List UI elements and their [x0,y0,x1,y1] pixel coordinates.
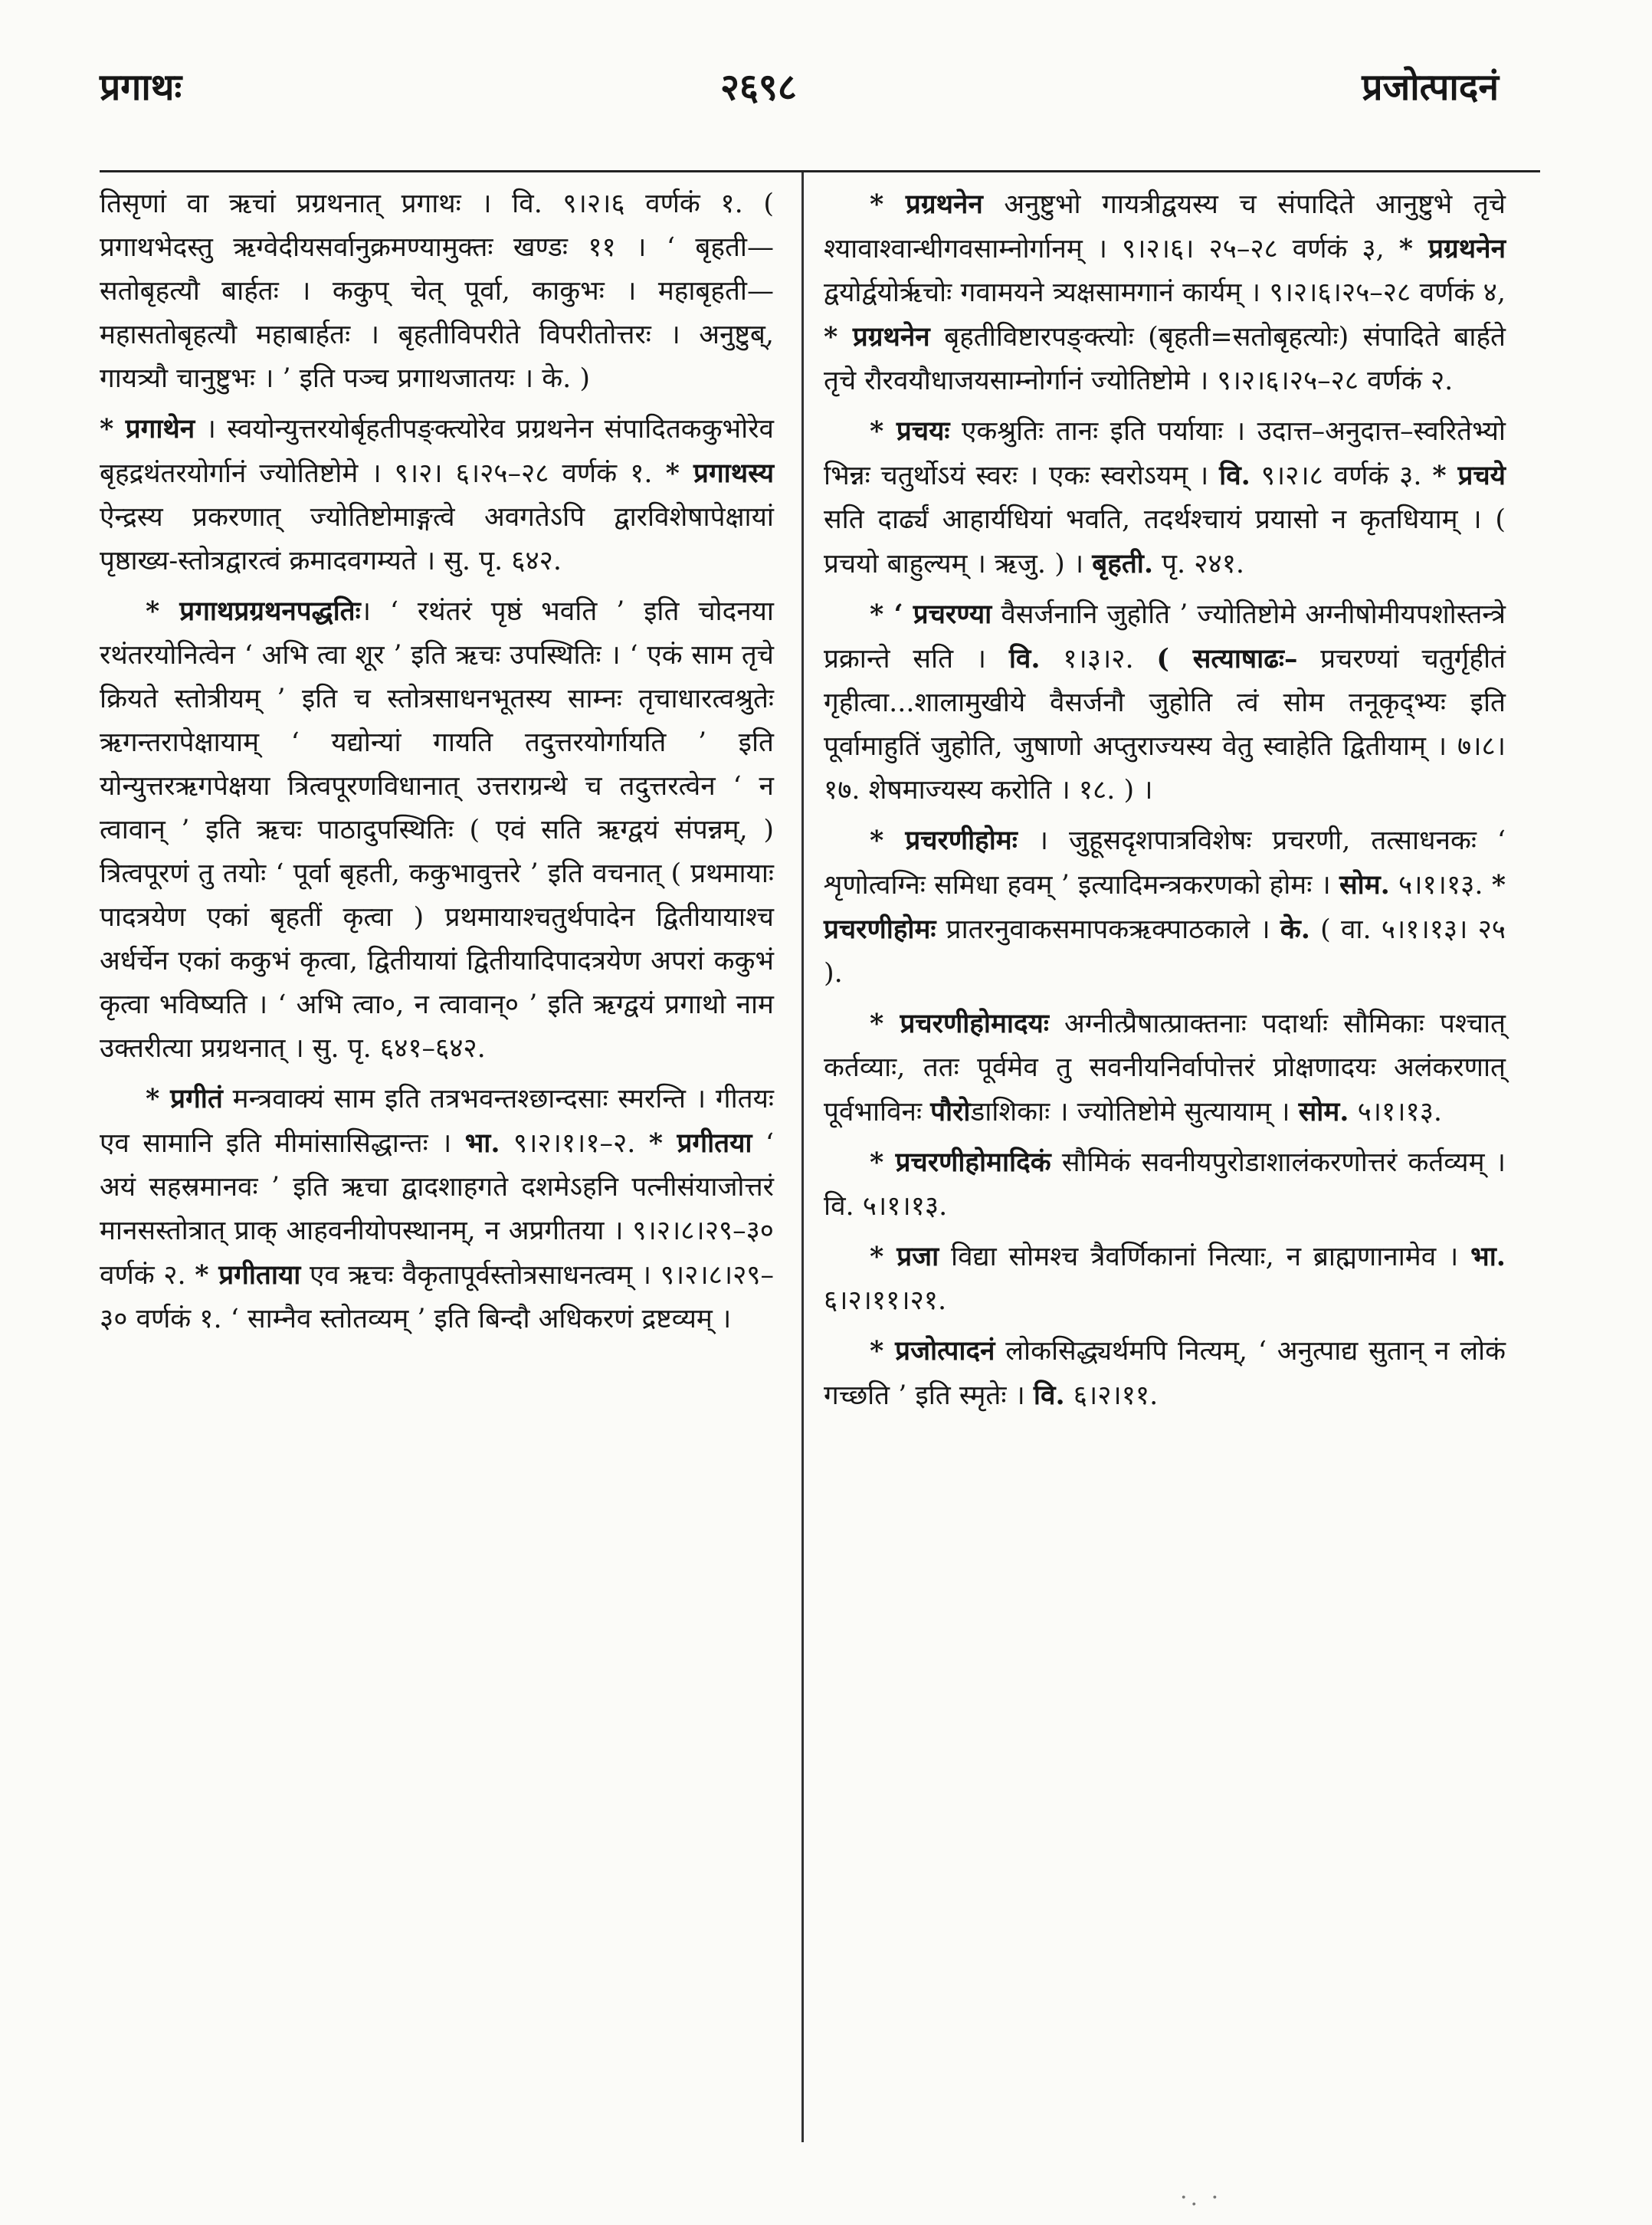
scan-speck: ·. · [1180,2184,1222,2211]
entry-text: ( वा. ५।१।१३। २५ ). [824,914,1506,989]
entry-text: । ‘ रथंतरं पृष्ठं भवति ’ इति चोदनया रथंतरयोनित्वेन ‘ अभि त्वा शूर ’ इति ऋचः उपस्थितिः । ‘ एकं साम तृचे क्रियते स्तोत्रीयम् ’ इति च स्तोत्रसाधनभूतस्य साम्नः तृचाधारत्वश्रुतेः ऋगन्तरापेक्षायाम् ‘ यद्योन्यां गायति तदुत्तरयोर्गायति ’ इति योन्युत्तरऋगपेक्षया त्रित्वपूरणविधानात् उत्तराग्रन्थे च तदुत्तरत्वेन ‘ न त्वावान् ’ इति ऋचः पाठादुपस्थितिः ( एवं सति ऋग्द्वयं संपन्नम्, ) त्रित्वपूरणं तु तयोः ‘ पूर्वा बृहती, ककुभावुत्तरे ’ इति वचनात् ( प्रथमायाः पादत्रयेण एकां बृहतीं कृत्वा ) प्रथमायाश्चतुर्थपादेन द्वितीयायाश्च अर्धर्चेन एकां ककुभं कृत्वा, द्वितीयायां द्वितीयादिपादत्रयेण अपरां ककुभं कृत्वा भविष्यति । ‘ अभि त्वा०, न त्वावान्० ’ इति ऋग्द्वयं प्रगाथो नाम उक्तरीत्या प्रग्रथनात् । सु. पृ. ६४१–६४२. [100,596,774,1064]
dictionary-entry [100,1077,774,1341]
entry-headword: * प्रजा [870,1241,939,1272]
entry-text: अनुष्टुभो गायत्रीद्वयस्य च संपादिते आनुष्टुभे तृचे श्यावाश्वान्धीगवसाम्नोर्गानम् । ९।२।६। २५–२८ वर्णकं ३, [824,189,1506,264]
column-divider [801,172,804,2142]
entry-headword: * प्रचरणीहोमादिकं [870,1147,1051,1178]
entry-headword: बृहती. [1092,548,1154,579]
dictionary-entry [824,1002,1506,1134]
entry-headword: * प्रचरणीहोमादयः [870,1008,1049,1039]
page-header [0,61,1652,138]
dictionary-entry [824,592,1506,812]
dictionary-entry [100,182,774,401]
entry-headword: * प्रगीताया [195,1259,301,1291]
entry-headword: * प्रचयः [870,415,950,447]
dictionary-entry [824,819,1506,996]
entry-headword: सोम. [1298,1096,1349,1127]
entry-text: सति दार्ढ्यं आहार्यधियां भवति, तदर्थश्चायं प्रयासो न कृतधियाम् । ( प्रचयो बाहुल्यम् । ऋजु. ) । [824,504,1506,579]
entry-text: एव ऋचः वैकृतापूर्वस्तोत्रसाधनत्वम् । ९।२।८।२९–३० वर्णकं १. ‘ साम्नैव स्तोतव्यम् ’ इति बिन्दौ अधिकरणं द्रष्टव्यम् । [100,1260,774,1334]
dictionary-entry [100,407,774,583]
entry-headword: के. [1280,914,1310,945]
entry-text: पृ. २४१. [1153,549,1245,579]
entry-headword: * प्रगीतं [146,1083,223,1114]
dictionary-entry [824,182,1506,403]
entry-text: मन्त्रवाक्यं साम इति तत्रभवन्तश्छान्दसाः स्मरन्ति । गीतयः एव सामानि इति मीमांसासिद्धान्तः । [100,1084,774,1159]
entry-headword: * प्रग्रथनेन [870,189,983,220]
entry-text: ६।२।११. [1064,1380,1159,1411]
entry-text: ५।१।१३. [1349,1097,1443,1127]
entry-text: वैसर्जनानि जुहोति ’ ज्योतिष्टोमे अग्नीषोमीयपशोस्तन्त्रे प्रक्रान्ते सति । [824,599,1506,674]
entry-text: सौमिकं सवनीयपुरोडाशालंकरणोत्तरं कर्तव्यम् । वि. ५।१।१३. [824,1147,1506,1222]
entry-text: १।३।२. [1040,644,1157,674]
dictionary-entry [824,1235,1506,1323]
entry-text: ऐन्द्रस्य प्रकरणात् ज्योतिष्टोमाङ्गत्वे अवगतेऽपि द्वारविशेषापेक्षायां पृष्ठाख्य-स्तोत्रद्वारत्वं क्रमादवगम्यते । सु. पृ. ६४२. [100,502,774,576]
page-number: २६९८ [720,66,797,109]
entry-headword: पौरो [930,1096,971,1127]
entry-text: प्रचरण्यां चतुर्गृहीतं गृहीत्वा...शालामुखीये वैसर्जनौ जुहोति त्वं सोम तनूकृद्भ्यः इति पूर्वामाहुतिं जुहोति, जुषाणो अप्तुराज्यस्य वेतु स्वाहेति द्वितीयाम् । ७।८।१७. शेषमाज्यस्य करोति । १८. ) । [824,644,1506,806]
dictionary-entry [824,409,1506,586]
right-column [824,182,1506,1424]
entry-text: लोकसिद्ध्यर्थमपि नित्यम्, ‘ अनुत्पाद्य सुतान् न लोकं गच्छति ’ इति स्मृतेः । [824,1336,1506,1411]
entry-headword: * प्रगाथस्य [665,458,774,489]
entry-headword: * प्रग्रथनेन [824,321,930,353]
entry-headword: भा. [464,1127,500,1159]
entry-text: । जुहूसदृशपात्रविशेषः प्रचरणी, तत्साधनकः ‘ शृणोत्वग्निः समिधा हवम् ’ इत्यादिमन्त्रकरणको होमः । [824,825,1506,901]
entry-headword: वि. [1008,643,1041,674]
entry-headword: * प्रजोत्पादनं [870,1335,995,1367]
entry-headword: ( सत्याषाढः– [1156,643,1298,674]
entry-headword: भा. [1470,1241,1506,1272]
entry-text: अग्नीत्प्रैषात्प्राक्तनाः पदार्थाः सौमिकाः पश्चात् कर्तव्याः, ततः पूर्वमेव तु सवनीयनिर्वापोत्तरं प्रोक्षणादयः अलंकरणात् पूर्वभाविनः [824,1009,1506,1127]
header-rule [100,170,1540,172]
entry-text: डाशिकाः । ज्योतिष्टोमे सुत्यायाम् । [970,1097,1299,1127]
header-first-headword: प्रगाथः [100,66,182,109]
entry-headword: * प्रचरणीहोमः [824,869,1506,945]
entry-text: । स्वयोन्युत्तरयोर्बृहतीपङ्क्त्योरेव प्रग्रथनेन संपादितककुभोरेव बृहद्रथंतरयोर्गानं ज्योतिष्टोमे । ९।२। ६।२५–२८ वर्णकं १. [100,414,774,489]
entry-headword: * प्रगीतया [648,1127,752,1159]
entry-text: ९।२।८ वर्णकं ३. [1250,461,1433,491]
entry-headword: * प्रग्रथनेन [1398,233,1506,264]
entry-headword: वि. [1219,460,1250,491]
entry-text: ‘ अयं सहस्रमानवः ’ इति ऋचा द्वादशाहगते दशमेऽहनि पत्नीसंयाजोत्तरं मानसस्तोत्रात् प्राक् आहवनीयोपस्थानम्, न अप्रगीतया । ९।२।८।२९–३० वर्णकं २. [100,1128,774,1291]
entry-headword: * प्रचरणीहोमः [870,825,1018,856]
dictionary-entry [824,1329,1506,1418]
entry-text: विद्या सोमश्च त्रैवर्णिकानां नित्याः, न ब्राह्मणानामेव । [939,1242,1471,1272]
entry-text: एकश्रुतिः तानः इति पर्यायाः । उदात्त–अनुदात्त–स्वरितेभ्यो भिन्नः चतुर्थोऽयं स्वरः । एकः स्वरोऽयम् । [824,416,1506,491]
entry-text: तिसृणां वा ऋचां प्रग्रथनात् प्रगाथः । वि. ९।२।६ वर्णकं १. ( प्रगाथभेदस्तु ऋग्वेदीयसर्वानुक्रमण्यामुक्तः खण्डः ११ । ‘ बृहती— सतोबृहत्यौ बार्हतः । ककुप् चेत् पूर्वा, काकुभः । महाबृहती— महासतोबृहत्यौ महाबार्हतः । बृहतीविपरीते विपरीतोत्तरः । अनुष्टुब्, गायत्र्यौ चानुष्टुभः । ’ इति पञ्च प्रगाथजातयः । के. ) [100,189,774,394]
entry-text: बृहतीविष्टारपङ्क्त्योः (बृहती=सतोबृहत्योः) संपादिते बार्हते तृचे रौरवयौधाजयसाम्नोर्गानं ज्योतिष्टोमे । ९।२।६।२५–२८ वर्णकं २. [824,322,1506,396]
left-column [100,182,774,1347]
entry-headword: * प्रगाथेन [100,413,195,445]
dictionary-entry [100,589,774,1071]
header-last-headword: प्रजोत्पादनं [1362,66,1499,109]
entry-text: ६।२।११।२१. [824,1285,947,1316]
entry-headword: सोम. [1339,869,1390,901]
dictionary-entry [824,1140,1506,1229]
entry-headword: * प्रचये [1432,460,1506,491]
entry-text: प्रातरनुवाकसमापकऋक्पाठकाले । [936,914,1280,945]
entry-headword: * प्रगाथप्रग्रथनपद्धतिः [146,596,361,627]
entry-text: द्वयोर्द्वयोर्ऋचोः गवामयने त्र्यक्षसामगानं कार्यम् । ९।२।६।२५–२८ वर्णकं ४, [824,277,1506,308]
entry-headword: * ‘ प्रचरण्या [870,599,992,630]
entry-text: ९।२।१।१–२. [500,1128,649,1159]
entry-text: ५।१।१३. [1389,870,1492,901]
entry-headword: वि. [1033,1380,1065,1411]
